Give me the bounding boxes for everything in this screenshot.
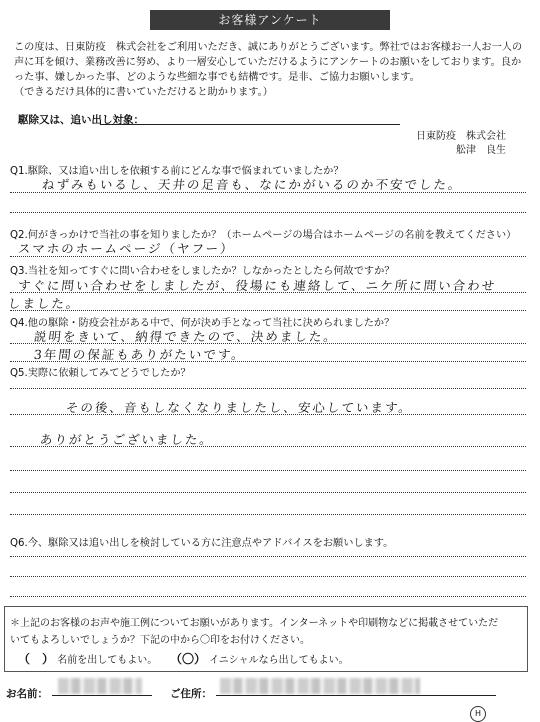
address-field-rule	[216, 695, 496, 696]
answer-line	[10, 256, 526, 257]
answer-line	[10, 492, 526, 493]
answer-line	[10, 292, 526, 293]
answer-5-line-1: その後、音もしなくなりましたし、安心しています。	[65, 400, 414, 415]
address-label: ご住所：	[170, 688, 212, 700]
question-3: Q3.当社を知ってすぐに問い合わせをしましたか？しなかったとしたら何故ですか？	[10, 266, 395, 277]
address-redacted	[220, 678, 420, 694]
target-label: 駆除又は、追い出し対象：	[18, 114, 144, 126]
question-6: Q6.今、駆除又は追い出しを検討している方に注意点やアドバイスをお願いします。	[10, 538, 394, 549]
answer-line	[10, 310, 526, 311]
answer-line	[10, 212, 526, 213]
answer-4-line-1: 説明をきいて、納得できたので、決めました。	[33, 329, 339, 344]
answer-5-line-2: ありがとうございました。	[39, 432, 215, 447]
option-label: イニシャルなら出してもよい。	[209, 655, 349, 666]
question-1: Q1.駆除、又は追い出しを依頼する前にどんな事で悩まれていましたか？	[10, 166, 344, 177]
option-checkbox-circled[interactable]: （〇）	[170, 652, 207, 666]
answer-3-line-2: しました。	[7, 296, 82, 311]
consent-line-2: いてもよろしいでしょうか？下記の中から〇印をお付けください。	[10, 635, 310, 646]
target-field-rule	[100, 124, 400, 125]
answer-2-line-1: スマホのホームページ（ヤフー）	[17, 241, 236, 256]
survey-banner: お客様アンケート	[150, 10, 390, 30]
option-checkbox-empty[interactable]: （ ）	[18, 652, 55, 666]
question-5: Q5.実際に依頼してみてどうでしたか？	[10, 368, 191, 379]
page-mark: H	[470, 706, 486, 722]
consent-option-name[interactable]	[18, 650, 157, 667]
intro-text	[14, 40, 534, 100]
question-4: Q4.他の駆除・防疫会社がある中で、何が決め手となって当社に決められましたか？	[10, 318, 395, 329]
answer-line	[10, 446, 526, 447]
intro-line-4: （できるだけ具体的に書いていただけると助かります。）	[14, 87, 273, 98]
intro-line-1: この度は、日東防疫 株式会社をご利用いただき、誠にありがとうございます。弊社ではお客様お一人お一人の	[14, 42, 523, 53]
company-person: 舩津 良生	[456, 145, 506, 156]
answer-line	[10, 361, 526, 362]
answer-line	[10, 470, 526, 471]
answer-line	[10, 388, 526, 389]
answer-line	[10, 576, 526, 577]
answer-1-line-1: ねずみもいるし、天井の足音も、なにかがいるのか不安でした。	[41, 177, 464, 192]
consent-line-1: ＊上記のお客様のお声や施工例についてお願いがあります。インターネットや印刷物などに掲載させていただ	[10, 618, 499, 629]
answer-line	[10, 514, 526, 515]
company-name: 日東防疫 株式会社	[416, 131, 506, 142]
answer-line	[10, 192, 526, 193]
consent-option-initials[interactable]	[170, 650, 349, 667]
company-signature	[416, 130, 506, 158]
option-label: 名前を出してもよい。	[57, 655, 158, 666]
name-label: お名前：	[6, 688, 48, 700]
name-redacted	[58, 678, 142, 694]
answer-line	[10, 556, 526, 557]
answer-line	[10, 343, 526, 344]
name-field-rule	[52, 695, 152, 696]
answer-3-line-1: すぐに問い合わせをしましたが、役場にも連絡して、ニケ所に問い合わせ	[17, 278, 498, 293]
answer-line	[10, 414, 526, 415]
question-2: Q2.何がきっかけで当社の事を知りましたか？（ホームページの場合はホームページの名前を教えてください）	[10, 230, 517, 241]
intro-line-3: った事、嫌しかった事、どのような些細な事でも結構です。是非、ご協力お願いします。	[14, 72, 420, 83]
intro-line-2: 声に耳を傾け、業務改善に努め、より一層安心していただけるようにアンケートのお願いをしております。良か	[14, 57, 522, 68]
answer-line	[10, 596, 526, 597]
answer-4-line-2: 3年間の保証もありがたいです。	[33, 347, 247, 362]
